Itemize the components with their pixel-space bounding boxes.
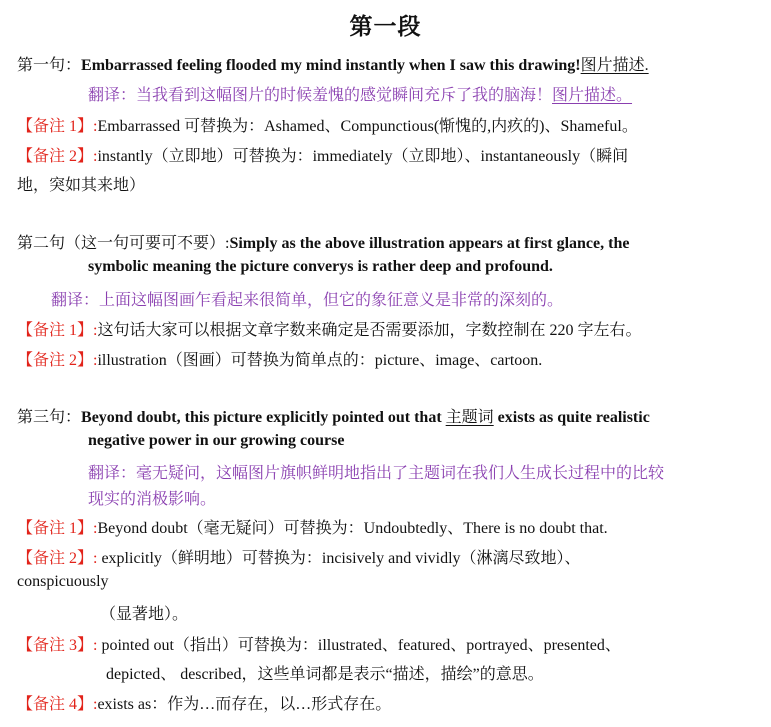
sentence-2-translation: 翻译：上面这幅图画乍看起来很简单，但它的象征意义是非常的深刻的。: [51, 292, 564, 309]
sentence-3-label: 第三句：: [17, 409, 82, 426]
note-text: Beyond doubt（毫无疑问）可替换为：Undoubtedly、There is no doubt that.: [97, 520, 608, 537]
note-label: 【备注 1】:: [17, 520, 98, 537]
sentence-2-note-2: [17, 347, 542, 370]
note-label: 【备注 2】:: [17, 148, 98, 165]
sentence-1-note-2: [17, 143, 628, 166]
note-label: 【备注 1】:: [17, 322, 98, 339]
note-text: Embarrassed 可替换为：Ashamed、Compunctious(惭愧的,内疚的)、Shameful。: [97, 118, 638, 135]
sentence-3-text: Beyond doubt, this picture explicitly pointed out that: [81, 409, 442, 426]
note-label: 【备注 2】:: [17, 550, 98, 567]
sentence-2-label: 第二句（这一句可要可不要）:: [17, 235, 230, 252]
note-label: 【备注 1】:: [17, 118, 98, 135]
note-text: exists as：作为…而存在，以…形式存在。: [97, 696, 392, 713]
sentence-3-translation-cont: 现实的消极影响。: [88, 491, 217, 508]
note-text: explicitly（鲜明地）可替换为：incisively and vividly（淋漓尽致地）、: [101, 550, 581, 567]
sentence-2-text: Simply as the above illustration appears at first glance, the: [229, 235, 630, 252]
topic-word-placeholder: 主题词: [445, 409, 494, 426]
translation-text: 翻译：当我看到这幅图片的时候羞愧的感觉瞬间充斥了我的脑海！: [88, 87, 553, 104]
sentence-1-note-1: [17, 113, 638, 136]
sentence-3-note-3: [17, 632, 621, 655]
sentence-1: [17, 52, 649, 75]
sentence-1-label: 第一句：: [17, 57, 82, 74]
note-text: pointed out（指出）可替换为：illustrated、featured、portrayed、presented、: [101, 637, 621, 654]
sentence-3: [17, 404, 650, 427]
sentence-3-text-cont: negative power in our growing course: [88, 432, 345, 449]
sentence-1-placeholder: 图片描述.: [580, 57, 649, 74]
sentence-3-translation: 翻译：毫无疑问，这幅图片旗帜鲜明地指出了主题词在我们人生成长过程中的比较: [88, 465, 665, 482]
note-text: illustration（图画）可替换为简单点的：picture、image、cartoon.: [97, 352, 543, 369]
translation-placeholder: 图片描述。: [552, 87, 633, 104]
sentence-2-text-cont: symbolic meaning the picture converys is rather deep and profound.: [88, 258, 553, 275]
note-label: 【备注 2】:: [17, 352, 98, 369]
sentence-3-note-4: [17, 691, 391, 714]
sentence-3-note-1: [17, 515, 608, 538]
sentence-1-text: Embarrassed feeling flooded my mind instantly when I saw this drawing!: [81, 57, 581, 74]
sentence-3-note-2: [17, 545, 581, 568]
sentence-3-note-2-cont-2: （显著地）。: [100, 606, 189, 623]
note-text: 这句话大家可以根据文章字数来确定是否需要添加，字数控制在 220 字左右。: [97, 322, 642, 339]
sentence-1-translation: [88, 82, 632, 105]
sentence-3-note-3-cont: depicted、 described，这些单词都是表示“描述，描绘”的意思。: [106, 666, 544, 683]
sentence-2: [17, 230, 629, 253]
note-label: 【备注 3】:: [17, 637, 98, 654]
note-text: instantly（立即地）可替换为：immediately（立即地）、instantaneously（瞬间: [97, 148, 629, 165]
sentence-1-note-2-cont: 地，突如其来地）: [17, 177, 146, 194]
sentence-3-note-2-cont: conspicuously: [17, 573, 109, 590]
sentence-3-text-suffix: exists as quite realistic: [497, 409, 650, 426]
section-title: 第一段: [349, 14, 422, 39]
sentence-2-note-1: [17, 317, 641, 340]
note-label: 【备注 4】:: [17, 696, 98, 713]
